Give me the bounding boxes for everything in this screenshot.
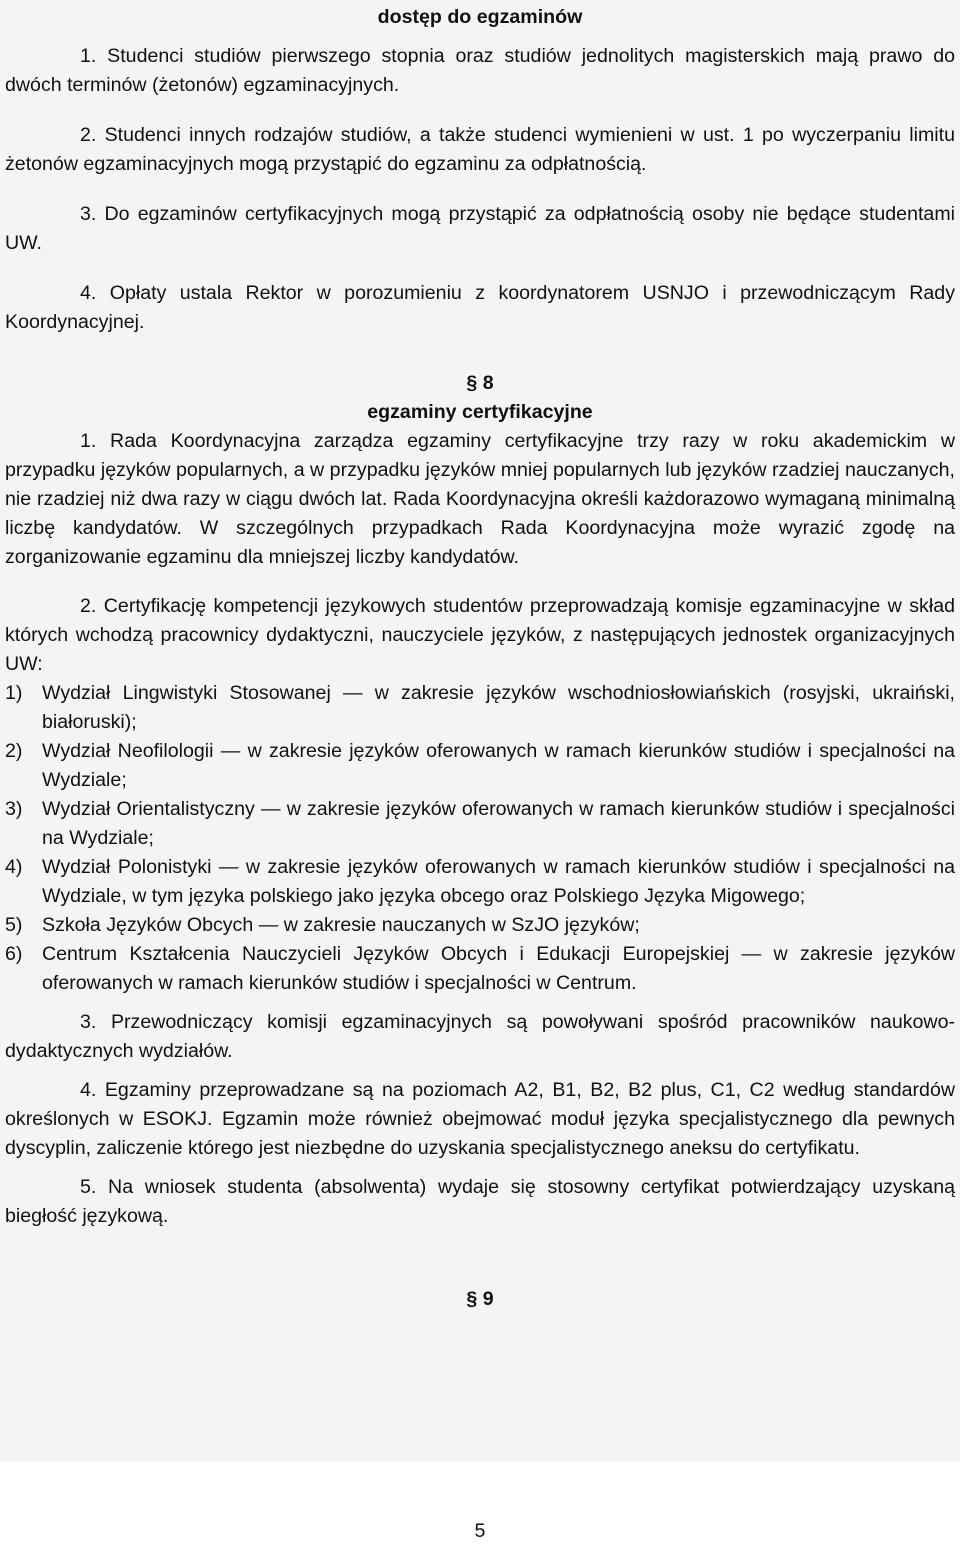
section-7-paragraph-2: 2. Studenci innych rodzajów studiów, a także studenci wymienieni w ust. 1 po wyczerpaniu limitu żetonów egzaminacyjnych mogą przystąpić do egzaminu za odpłatnością.	[5, 124, 955, 175]
unit-list-item	[5, 853, 955, 911]
unit-list-item	[5, 911, 955, 940]
unit-text: Wydział Orientalistyczny — w zakresie języków oferowanych w ramach kierunków studiów i specjalności na Wydziale;	[42, 798, 955, 849]
section-9-number: § 9	[466, 1288, 494, 1310]
unit-number: 1)	[5, 682, 23, 704]
section-7-title: dostęp do egzaminów	[377, 6, 583, 28]
document-content	[5, 0, 955, 1314]
unit-list-item	[5, 940, 955, 998]
section-8-paragraph-2: 2. Certyfikację kompetencji językowych studentów przeprowadzają komisje egzaminacyjne w skład których wchodzą pracownicy dydaktyczni, nauczyciele języków, z następujących jednostek organizacyjnych UW:	[5, 595, 955, 675]
unit-text: Szkoła Języków Obcych — w zakresie nauczanych w SzJO języków;	[42, 914, 640, 936]
section-8-paragraph-3: 3. Przewodniczący komisji egzaminacyjnych są powoływani spośród pracowników naukowo-dydaktycznych wydziałów.	[5, 1011, 955, 1062]
page-number: 5	[474, 1520, 486, 1542]
unit-list-item	[5, 679, 955, 737]
unit-number: 2)	[5, 740, 23, 762]
unit-number: 3)	[5, 798, 23, 820]
section-8-paragraph-4: 4. Egzaminy przeprowadzane są na poziomach A2, B1, B2, B2 plus, C1, C2 według standardów określonych w ESOKJ. Egzamin może również obejmować moduł języka specjalistycznego dla pewnych dyscyplin, zaliczenie którego jest niezbędne do uzyskania specjalistycznego aneksu do certyfikatu.	[5, 1079, 955, 1159]
unit-text: Wydział Polonistyki — w zakresie języków oferowanych w ramach kierunków studiów i specjalności na Wydziale, w tym języka polskiego jako języka obcego oraz Polskiego Języka Migowego;	[42, 856, 955, 907]
section-8-paragraph-5: 5. Na wniosek studenta (absolwenta) wydaje się stosowny certyfikat potwierdzający uzyskaną biegłość językową.	[5, 1176, 955, 1227]
unit-text: Centrum Kształcenia Nauczycieli Języków Obcych i Edukacji Europejskiej — w zakresie języków oferowanych w ramach kierunków studiów i specjalności w Centrum.	[42, 943, 955, 994]
unit-list-item	[5, 795, 955, 853]
section-8-paragraph-1: 1. Rada Koordynacyjna zarządza egzaminy certyfikacyjne trzy razy w roku akademickim w przypadku języków popularnych, a w przypadku języków mniej popularnych lub języków rzadziej nauczanych, nie rzadziej niż dwa razy w ciągu dwóch lat. Rada Koordynacyjna określi każdorazowo wymaganą minimalną liczbę kandydatów. W szczególnych przypadkach Rada Koordynacyjna może wyrazić zgodę na zorganizowanie egzaminu dla mniejszej liczby kandydatów.	[5, 430, 955, 568]
unit-text: Wydział Lingwistyki Stosowanej — w zakresie języków wschodniosłowiańskich (rosyjski, ukraiński, białoruski);	[42, 682, 955, 733]
unit-number: 4)	[5, 856, 23, 878]
section-8-title: egzaminy certyfikacyjne	[367, 401, 593, 423]
unit-number: 5)	[5, 914, 23, 936]
section-7-paragraph-4: 4. Opłaty ustala Rektor w porozumieniu z koordynatorem USNJO i przewodniczącym Rady Koordynacyjnej.	[5, 282, 955, 333]
section-7-paragraph-1: 1. Studenci studiów pierwszego stopnia oraz studiów jednolitych magisterskich mają prawo do dwóch terminów (żetonów) egzaminacyjnych.	[5, 45, 955, 96]
unit-text: Wydział Neofilologii — w zakresie języków oferowanych w ramach kierunków studiów i specjalności na Wydziale;	[42, 740, 955, 791]
section-8-number: § 8	[466, 372, 494, 394]
unit-list-item	[5, 737, 955, 795]
unit-number: 6)	[5, 943, 23, 965]
section-7-paragraph-3: 3. Do egzaminów certyfikacyjnych mogą przystąpić za odpłatnością osoby nie będące studentami UW.	[5, 203, 955, 254]
